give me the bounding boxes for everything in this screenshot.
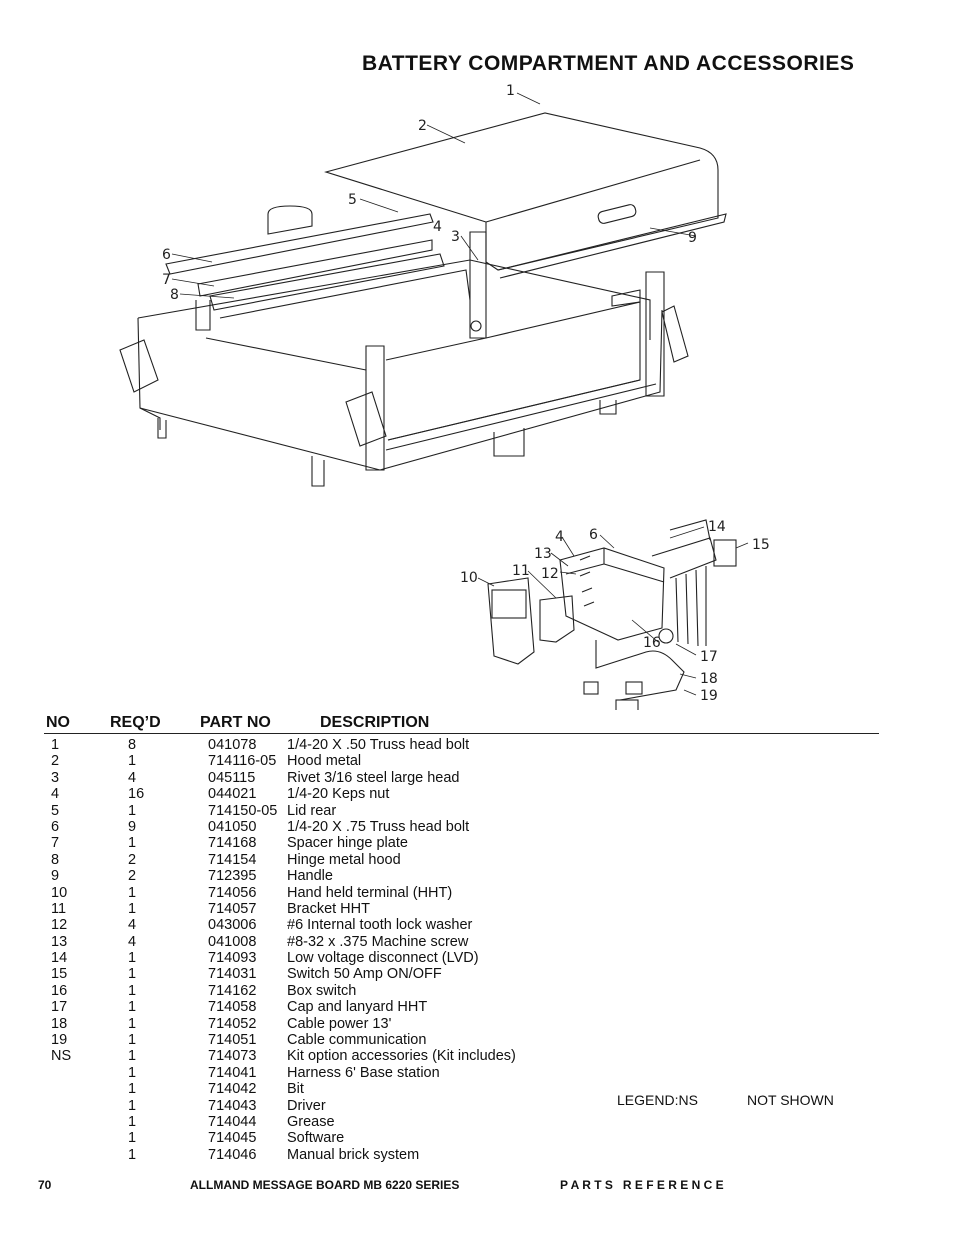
table-row — [0, 1130, 954, 1146]
row-description: 1/4-20 X .50 Truss head bolt — [287, 737, 470, 753]
table-row — [0, 1147, 954, 1163]
row-description: Kit option accessories (Kit includes) — [287, 1048, 516, 1065]
row-part-no: 041050 — [208, 818, 257, 835]
callout-6: 6 — [162, 247, 171, 263]
row-reqd: 1 — [128, 1146, 137, 1163]
row-part-no: 044021 — [208, 786, 257, 803]
row-no: 8 — [51, 851, 60, 868]
row-no: 7 — [51, 835, 60, 852]
table-row — [0, 803, 954, 819]
row-no: 1 — [51, 737, 60, 753]
row-description: Bracket HHT — [287, 900, 370, 917]
header-part-no: PART NO — [200, 714, 271, 731]
table-row — [0, 999, 954, 1015]
callout-8: 8 — [170, 287, 179, 303]
row-description: Hinge metal hood — [287, 851, 401, 868]
document-title: ALLMAND MESSAGE BOARD MB 6220 SERIES — [190, 1178, 460, 1192]
callout-2: 2 — [418, 118, 427, 134]
table-row — [0, 737, 954, 753]
row-description: Handle — [287, 868, 333, 885]
table-row — [0, 983, 954, 999]
row-description: #6 Internal tooth lock washer — [287, 917, 473, 934]
row-no: 9 — [51, 868, 60, 885]
table-row — [0, 966, 954, 982]
row-reqd: 1 — [128, 1081, 137, 1098]
row-reqd: 1 — [128, 1097, 137, 1114]
callout-15: 15 — [752, 537, 770, 553]
row-reqd: 1 — [128, 1015, 137, 1032]
callout-7: 7 — [162, 272, 171, 288]
row-part-no: 714041 — [208, 1064, 257, 1081]
table-row — [0, 770, 954, 786]
table-row — [0, 934, 954, 950]
row-no: 3 — [51, 769, 60, 786]
row-reqd: 1 — [128, 835, 137, 852]
page-number: 70 — [38, 1178, 52, 1192]
row-part-no: 041078 — [208, 737, 257, 753]
section-label: P A R T S R E F E R E N C E — [560, 1178, 724, 1192]
callout-1: 1 — [506, 83, 515, 99]
row-reqd: 1 — [128, 900, 137, 917]
row-no: 12 — [51, 917, 68, 934]
row-description: 1/4-20 X .75 Truss head bolt — [287, 818, 470, 835]
row-reqd: 1 — [128, 1032, 137, 1049]
table-row — [0, 950, 954, 966]
row-description: Box switch — [287, 982, 357, 999]
legend-value: NOT SHOWN — [747, 1092, 834, 1108]
table-rule — [44, 733, 879, 734]
callout-18: 18 — [700, 671, 718, 687]
row-part-no: 712395 — [208, 868, 257, 885]
page-title: BATTERY COMPARTMENT AND ACCESSORIES — [362, 52, 855, 75]
row-no: 5 — [51, 802, 60, 819]
row-part-no: 714045 — [208, 1130, 257, 1147]
callout-leaders — [172, 93, 748, 695]
row-description: Grease — [287, 1113, 335, 1130]
table-row — [0, 1048, 954, 1064]
row-part-no: 714073 — [208, 1048, 257, 1065]
row-reqd: 9 — [128, 818, 137, 835]
row-reqd: 1 — [128, 802, 137, 819]
row-description: Cable communication — [287, 1032, 427, 1049]
row-no: 2 — [51, 753, 60, 770]
row-no: 16 — [51, 982, 68, 999]
callout-16: 16 — [643, 635, 661, 651]
table-row — [0, 1016, 954, 1032]
row-part-no: 714052 — [208, 1015, 257, 1032]
row-description: Switch 50 Amp ON/OFF — [287, 966, 442, 983]
row-reqd: 1 — [128, 884, 137, 901]
row-reqd: 8 — [128, 737, 137, 753]
callout-3: 3 — [451, 229, 460, 245]
row-part-no: 714057 — [208, 900, 257, 917]
row-reqd: 2 — [128, 868, 137, 885]
row-reqd: 1 — [128, 950, 137, 967]
row-no: NS — [51, 1048, 72, 1065]
row-part-no: 041008 — [208, 933, 257, 950]
row-description: Manual brick system — [287, 1146, 420, 1163]
row-description: Lid rear — [287, 802, 337, 819]
battery-box-drawing — [120, 232, 688, 486]
row-reqd: 16 — [128, 786, 145, 803]
row-part-no: 714042 — [208, 1081, 257, 1098]
row-description: 1/4-20 Keps nut — [287, 786, 390, 803]
callout-5: 5 — [348, 192, 357, 208]
row-part-no: 714051 — [208, 1032, 257, 1049]
row-description: #8-32 x .375 Machine screw — [287, 933, 469, 950]
row-reqd: 4 — [128, 769, 137, 786]
row-reqd: 1 — [128, 999, 137, 1016]
table-row — [0, 835, 954, 851]
row-no: 13 — [51, 933, 68, 950]
row-part-no: 714056 — [208, 884, 257, 901]
row-part-no: 714154 — [208, 851, 257, 868]
row-description: Hand held terminal (HHT) — [287, 884, 453, 901]
row-description: Hood metal — [287, 753, 362, 770]
callout-9: 9 — [688, 230, 697, 246]
row-part-no: 714043 — [208, 1097, 257, 1114]
row-description: Low voltage disconnect (LVD) — [287, 950, 479, 967]
hood-metal-drawing — [326, 113, 726, 278]
callout-6b: 6 — [589, 527, 598, 543]
row-description: Cable power 13' — [287, 1015, 392, 1032]
table-row — [0, 901, 954, 917]
row-part-no: 714031 — [208, 966, 257, 983]
row-description: Software — [287, 1130, 345, 1147]
row-part-no: 714150-05 — [208, 802, 278, 819]
lid-rear-drawing — [166, 206, 444, 310]
accessory-assembly-drawing — [488, 520, 736, 710]
row-part-no: 714116-05 — [208, 753, 277, 770]
row-no: 15 — [51, 966, 68, 983]
row-part-no: 714162 — [208, 982, 257, 999]
callout-11: 11 — [512, 563, 530, 579]
row-reqd: 1 — [128, 1130, 137, 1147]
row-no: 11 — [51, 900, 67, 917]
row-reqd: 1 — [128, 982, 137, 999]
table-row — [0, 885, 954, 901]
row-no: 6 — [51, 818, 60, 835]
table-row — [0, 917, 954, 933]
row-reqd: 4 — [128, 933, 137, 950]
callout-4: 4 — [433, 219, 442, 235]
row-no: 17 — [51, 999, 68, 1016]
row-part-no: 043006 — [208, 917, 257, 934]
row-description: Driver — [287, 1097, 326, 1114]
table-row — [0, 753, 954, 769]
row-reqd: 1 — [128, 1064, 137, 1081]
row-description: Spacer hinge plate — [287, 835, 408, 852]
table-row — [0, 819, 954, 835]
row-part-no: 714046 — [208, 1146, 257, 1163]
row-description: Rivet 3/16 steel large head — [287, 769, 460, 786]
row-description: Bit — [287, 1081, 304, 1098]
callout-12: 12 — [541, 566, 559, 582]
table-row — [0, 786, 954, 802]
callout-4b: 4 — [555, 529, 564, 545]
header-reqd: REQ’D — [110, 714, 161, 731]
row-description: Harness 6' Base station — [287, 1064, 440, 1081]
callout-10: 10 — [460, 570, 478, 586]
table-row — [0, 852, 954, 868]
row-no: 19 — [51, 1032, 68, 1049]
row-description: Cap and lanyard HHT — [287, 999, 428, 1016]
callout-labels — [162, 83, 770, 704]
callout-13: 13 — [534, 546, 552, 562]
row-reqd: 2 — [128, 851, 137, 868]
row-reqd: 1 — [128, 1113, 137, 1130]
table-row — [0, 868, 954, 884]
header-description: DESCRIPTION — [320, 714, 430, 731]
row-no: 14 — [51, 950, 68, 967]
row-part-no: 714058 — [208, 999, 257, 1016]
header-no: NO — [46, 714, 70, 731]
row-reqd: 1 — [128, 966, 137, 983]
row-reqd: 4 — [128, 917, 137, 934]
row-part-no: 714093 — [208, 950, 257, 967]
table-row — [0, 1065, 954, 1081]
row-part-no: 045115 — [208, 769, 256, 786]
row-part-no: 714044 — [208, 1113, 257, 1130]
callout-19: 19 — [700, 688, 718, 704]
table-row — [0, 1114, 954, 1130]
legend-key: LEGEND:NS — [617, 1092, 698, 1108]
row-no: 10 — [51, 884, 68, 901]
table-row — [0, 1032, 954, 1048]
row-reqd: 1 — [128, 1048, 137, 1065]
callout-17: 17 — [700, 649, 718, 665]
row-part-no: 714168 — [208, 835, 257, 852]
row-no: 18 — [51, 1015, 68, 1032]
callout-14: 14 — [708, 519, 726, 535]
row-reqd: 1 — [128, 753, 137, 770]
row-no: 4 — [51, 786, 60, 803]
